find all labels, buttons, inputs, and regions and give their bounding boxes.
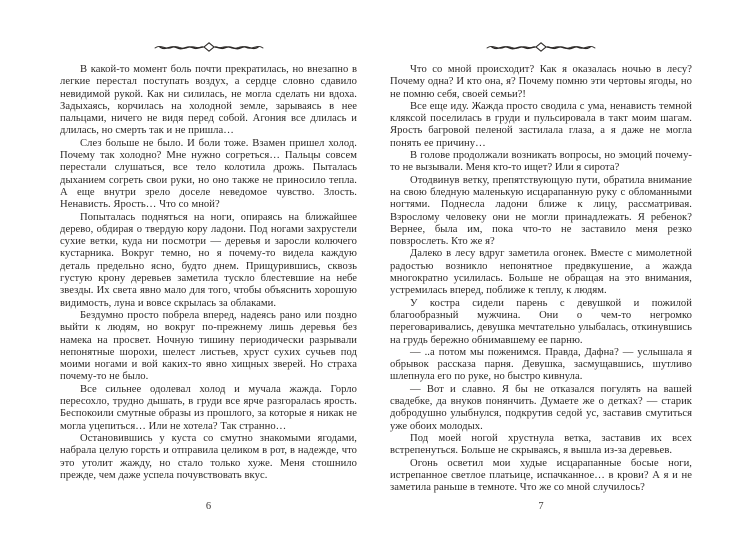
flourish-divider-icon xyxy=(153,41,265,53)
paragraph: — Вот и славно. Я бы не отказался погулять на вашей свадебке, да внуков понянчить. Думаете же о детках? — старик добродушно улыбнулся, подкрутив седой ус, заставив смутиться уже обоих молодых. xyxy=(390,383,692,432)
paragraph: Огонь осветил мои худые исцарапанные босые ноги, истрепанное светлое платьице, испачканное… в крови? А я и не заметила раньше в темноте. Что же со мной случилось? xyxy=(390,457,692,494)
paragraph: — ..а потом мы поженимся. Правда, Дафна? — услышала я обрывок рассказа парня. Девушка, засмущавшись, шутливо шлепнула его по руке, но быстро кивнула. xyxy=(390,346,692,383)
paragraph: В какой-то момент боль почти прекратилась, но внезапно в легкие перестал поступать воздух, а сердце словно сдавило невидимой рукой. Как ни силилась, не могла сделать ни вдоха. Задыхаясь, корчилась на холодной земле, зарываясь в нее пальцами, ничего не видя перед собой. Агония все длилась и длилась, но смерть так и не пришла… xyxy=(60,64,357,137)
paragraph: Слез больше не было. И боли тоже. Взамен пришел холод. Почему так холодно? Мне нужно согреться… Пальцы совсем перестали слушаться, все тело колотила дрожь. Пыталась дыханием согреть свои руки, но оно также не приносило тепла. А еще внутри зрело доселе неведомое чувство. Злость. Ненависть. Ярость… Что со мной? xyxy=(60,137,357,211)
paragraph: Далеко в лесу вдруг заметила огонек. Вместе с мимолетной радостью возникло непонятное предвкушение, а жажда многократно усилилась. Больше не обращая на это внимания, устремилась вперед, поближе к теплу, к людям. xyxy=(390,248,692,297)
ornament-area-right xyxy=(390,0,692,60)
ornament-area-left xyxy=(60,0,357,60)
paragraph: В голове продолжали возникать вопросы, но эмоций почему-то не вызывали. Меня кто-то ищет? Или я сирота? xyxy=(390,150,692,174)
paragraph: Что со мной происходит? Как я оказалась ночью в лесу? Почему одна? И кто она, я? Почему помню эти чертовы ягоды, но не помню себя, своей семьи?! xyxy=(390,64,692,100)
page-number: 7 xyxy=(538,501,544,512)
page-left xyxy=(0,0,371,540)
page-body-text-right xyxy=(390,64,692,494)
paragraph: Попыталась подняться на ноги, опираясь на ближайшее дерево, обдирая о твердую кору ладони. Под ногами захрустели сухие ветки, куда ни посмотри — деревья и заросли колючего кустарника. Вокруг темно, но я почему-то видела каждую деталь предельно ясно, будто днем. Прищурившись, сквозь густую крону деревьев заметила тускло блестевшие на небе звезды. Их света явно мало для того, чтобы объяснить хорошую видимость, луна и вовсе скрылась за облаками. xyxy=(60,211,357,309)
paragraph: У костра сидели парень с девушкой и пожилой благообразный мужчина. Они о чем-то негромко переговаривались, девушка мечтательно улыбалась, откинувшись на грудь бережно обнимавшему ее парню. xyxy=(390,297,692,346)
page-number: 6 xyxy=(205,501,212,512)
paragraph: Все еще иду. Жажда просто сводила с ума, ненависть темной кляксой поселилась в груди и пульсировала в такт моим шагам. Ярость багровой пеленой застилала глаза, а я даже не могла понять ее причину… xyxy=(390,100,692,149)
paragraph: Все сильнее одолевал холод и мучала жажда. Горло пересохло, трудно дышать, в груди все ярче разгоралась ярость. Беспокоили смутные образы из прошлого, за которые я никак не могла уцепиться… Или не хотела? Так странно… xyxy=(60,383,357,432)
paragraph: Отодвинув ветку, препятствующую пути, обратила внимание на свою бледную маленькую исцарапанную руку с обломанными ногтями. Поднесла ладони ближе к лицу, рассматривая. Взрослому человеку они не могли принадлежать. Я ребенок? Вернее, была им, пока что-то не заставило меня резко повзрослеть. Кто же я? xyxy=(390,174,692,248)
paragraph: Остановившись у куста со смутно знакомыми ягодами, набрала целую горсть и отправила целиком в рот, в надежде, что это утолит жажду, но стало только хуже. Меня стошнило прежде, чем даже успела почувствовать вкус. xyxy=(60,432,357,481)
paragraph: Бездумно просто побрела вперед, надеясь рано или поздно выйти к людям, но вокруг по-прежнему лишь деревья без намека на просвет. Ночную тишину периодически разрывали непонятные шорохи, шелест листьев, хруст сухих сучьев под моими ногами и вой каких-то явно хищных зверей. Но страха почему-то не было. xyxy=(60,309,357,383)
page-right xyxy=(371,0,743,540)
flourish-divider-icon xyxy=(485,41,597,53)
page-body-text-left xyxy=(60,64,357,482)
paragraph: Под моей ногой хрустнула ветка, заставив их всех встрепенуться. Больше не скрываясь, я вышла из-за деревьев. xyxy=(390,432,692,457)
